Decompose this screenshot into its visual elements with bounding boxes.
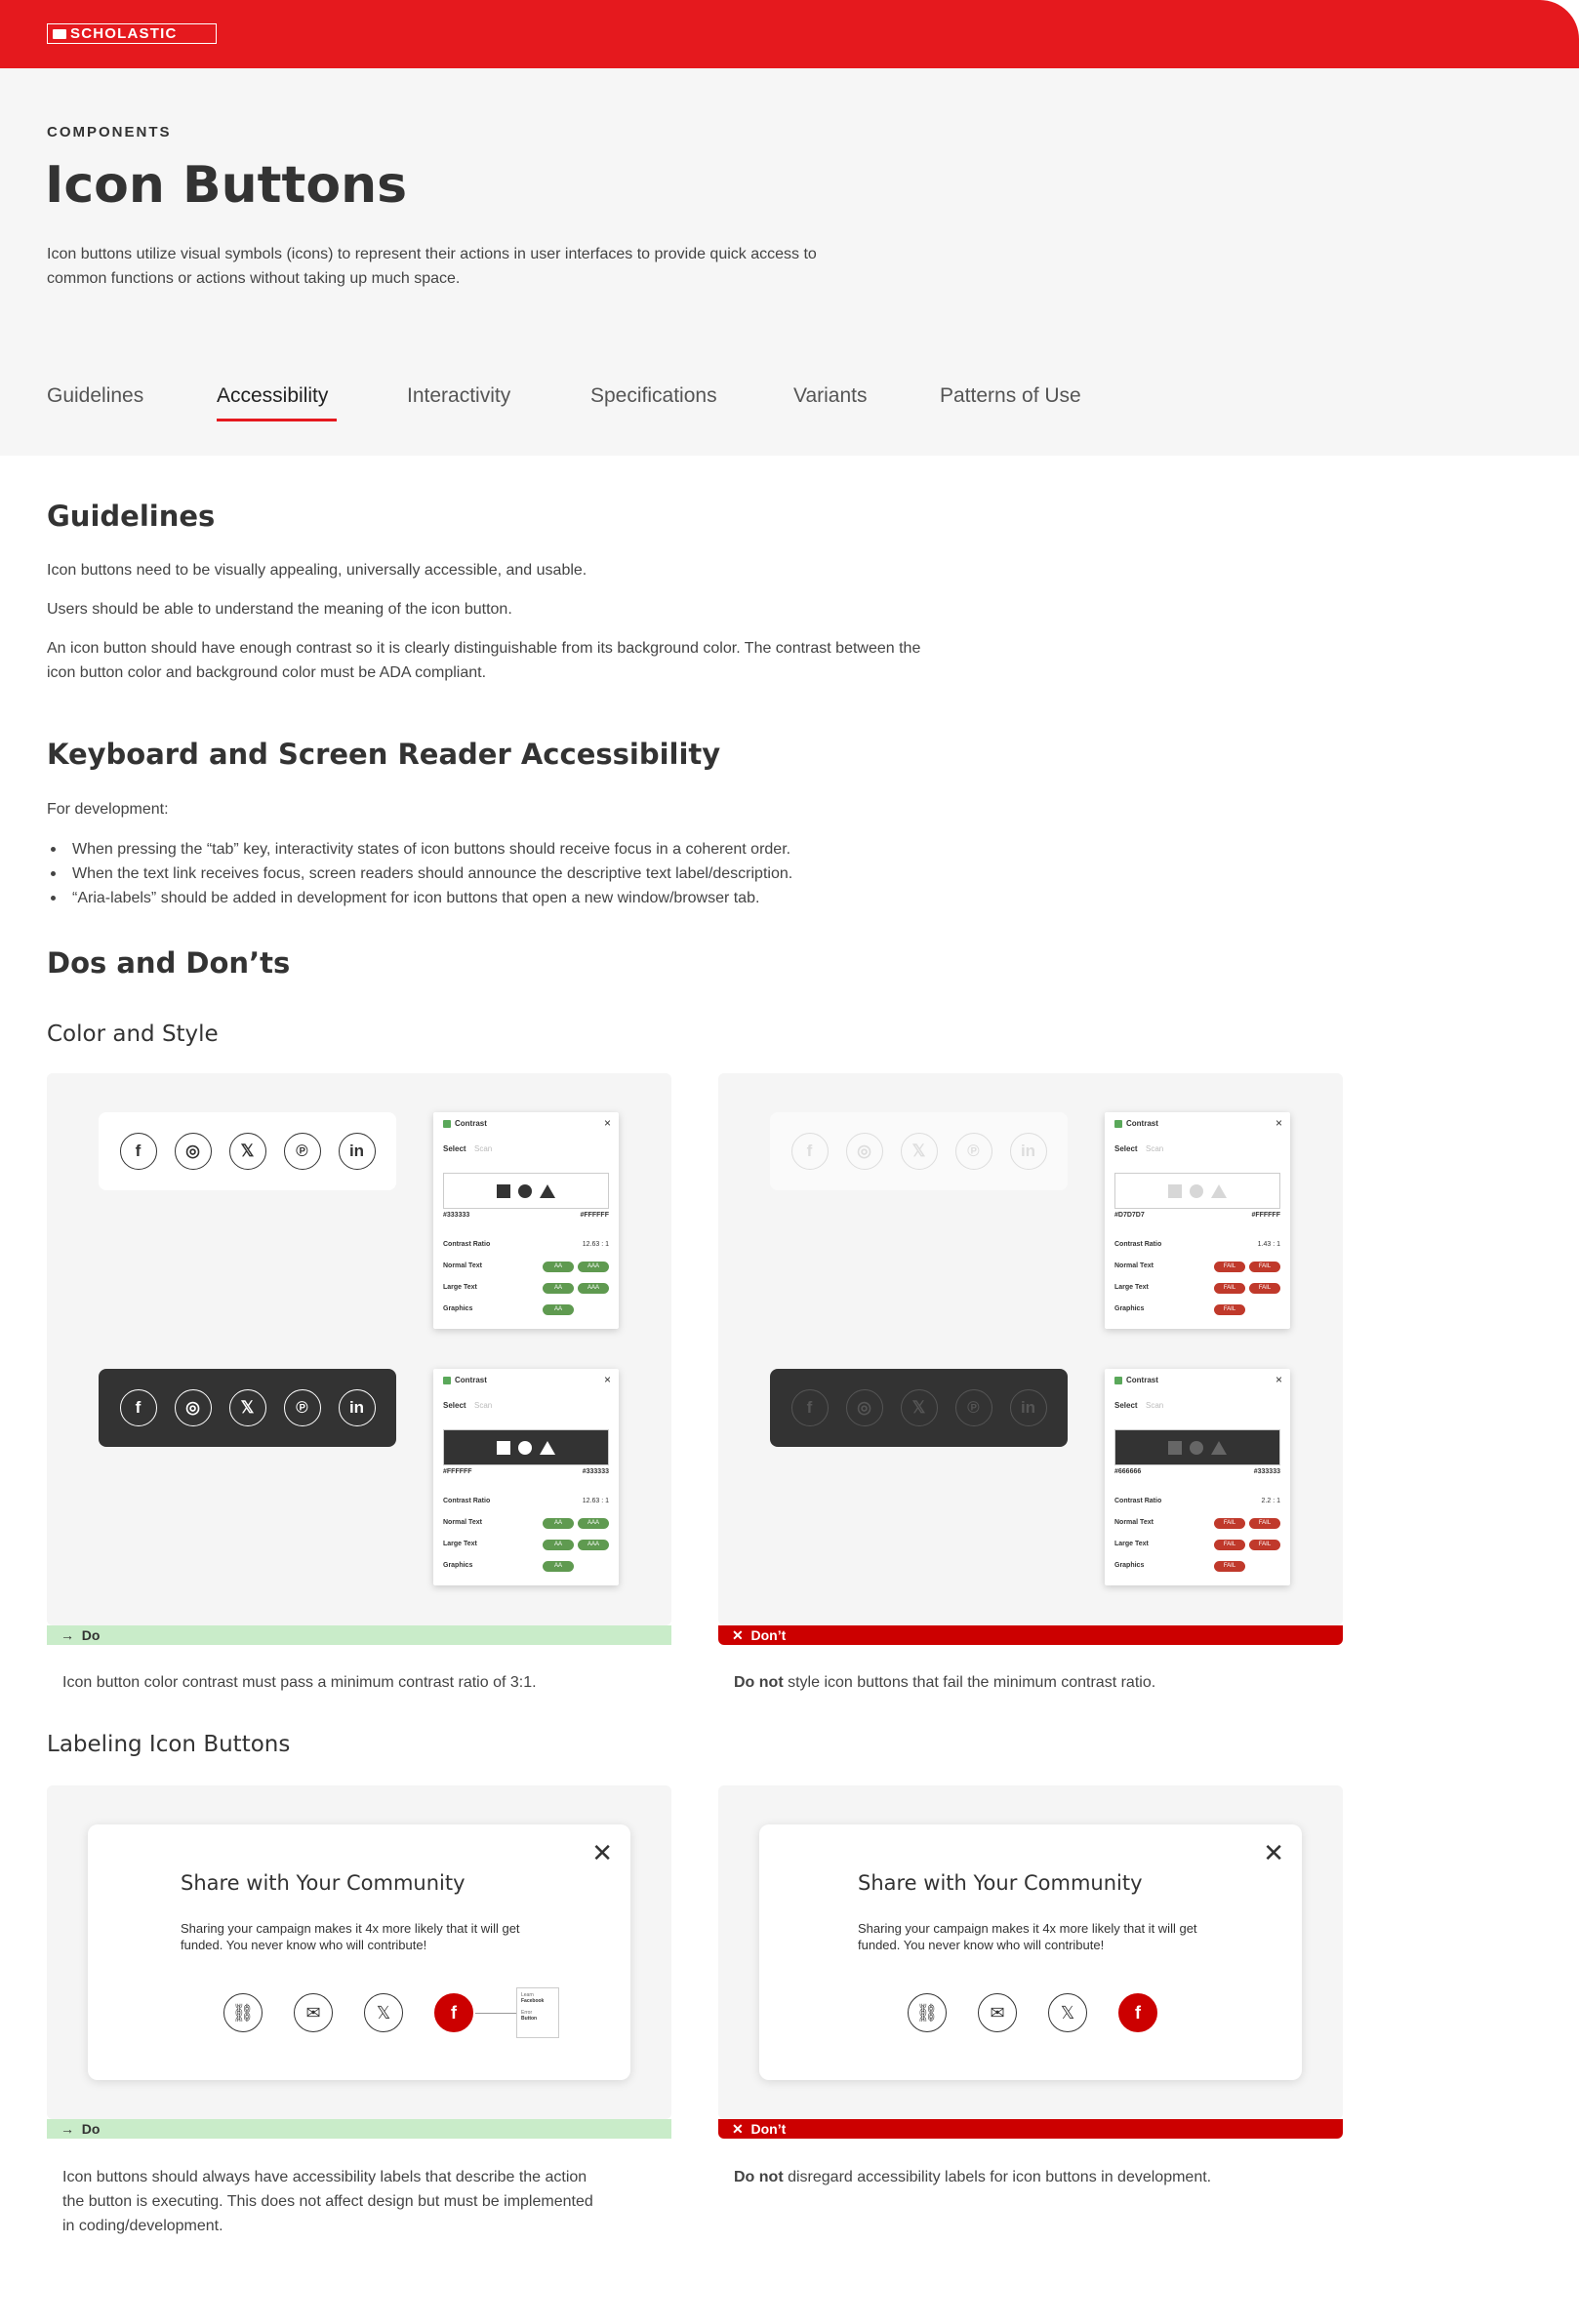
contrast-panel: Contrast × Select Scan #333333 #FFFFFF Contrast Ratio 12.63 : 1 Normal Text AA AAA Large Text AA AAA Graphics AA [433,1112,619,1329]
pinterest-icon[interactable]: ℗ [955,1389,992,1426]
contrast-preview [1114,1429,1280,1465]
guidelines-p2: Users should be able to understand the meaning of the icon button. [47,601,512,618]
top-bar [0,0,1579,68]
tab-interactivity[interactable]: Interactivity [407,384,511,407]
contrast-preview [1114,1173,1280,1209]
link-icon[interactable]: ⛓ [223,1993,263,2032]
modal-title: Share with Your Community [181,1871,466,1895]
modal-title: Share with Your Community [858,1871,1143,1895]
guidelines-p1: Icon buttons need to be visually appealing, universally accessible, and usable. [47,562,587,579]
mail-icon[interactable]: ✉ [294,1993,333,2032]
share-modal [759,1824,1302,2080]
list-item: When pressing the “tab” key, interactivity states of icon buttons should receive focus in a coherent order. [47,837,1023,861]
do-bar: → Do [47,1625,671,1645]
linkedin-icon[interactable]: in [339,1133,376,1170]
instagram-icon[interactable]: ◎ [175,1133,212,1170]
close-icon[interactable]: × [603,1116,611,1130]
instagram-icon[interactable]: ◎ [175,1389,212,1426]
close-icon[interactable]: ✕ [1263,1838,1284,1867]
linkedin-icon[interactable]: in [1010,1389,1047,1426]
x-icon[interactable]: 𝕏 [1048,1993,1087,2032]
color-dont-caption: Do not style icon buttons that fail the minimum contrast ratio. [734,1674,1156,1691]
book-icon [53,29,66,39]
label-dont-caption: Do not disregard accessibility labels for icon buttons in development. [734,2169,1212,2185]
contrast-panel: Contrast × Select Scan #FFFFFF #333333 Contrast Ratio 12.63 : 1 Normal Text AA AAA Large Text AA AAA Graphics AA [433,1369,619,1585]
tab-patterns-of-use[interactable]: Patterns of Use [940,384,1081,407]
x-icon[interactable]: 𝕏 [229,1389,266,1426]
active-tab-indicator [217,419,337,421]
contrast-preview [443,1173,609,1209]
contrast-panel: Contrast × Select Scan #D7D7D7 #FFFFFF Contrast Ratio 1.43 : 1 Normal Text FAIL FAIL Large Text FAIL FAIL Graphics FAIL [1105,1112,1290,1329]
pinterest-icon[interactable]: ℗ [284,1389,321,1426]
color-style-heading: Color and Style [47,1022,219,1047]
linkedin-icon[interactable]: in [339,1389,376,1426]
light-faint-icon-row [770,1112,1068,1190]
contrast-app-icon [1114,1377,1122,1384]
close-icon[interactable]: × [1275,1373,1282,1386]
arrow-right-icon: → [61,1627,74,1643]
page-title: Icon Buttons [45,156,408,215]
contrast-panel: Contrast × Select Scan #666666 #333333 Contrast Ratio 2.2 : 1 Normal Text FAIL FAIL Large Text FAIL FAIL Graphics FAIL [1105,1369,1290,1585]
scholastic-logo[interactable]: SCHOLASTIC [47,23,217,44]
eyebrow: COMPONENTS [47,124,172,140]
dark-icon-row [99,1369,396,1447]
facebook-icon[interactable]: f [120,1389,157,1426]
contrast-preview [443,1429,609,1465]
x-icon[interactable]: 𝕏 [901,1133,938,1170]
keyboard-heading: Keyboard and Screen Reader Accessibility [47,738,721,771]
keyboard-bullets [47,837,1023,910]
pinterest-icon[interactable]: ℗ [284,1133,321,1170]
label-do-caption: Icon buttons should always have accessibility labels that describe the action the button is executing. This does not affect design but must be implemented in coding/development. [62,2169,593,2234]
mail-icon[interactable]: ✉ [978,1993,1017,2032]
close-icon[interactable]: × [603,1373,611,1386]
close-x-icon: ✕ [732,1627,744,1643]
x-icon[interactable]: 𝕏 [229,1133,266,1170]
do-bar: → Do [47,2119,671,2139]
share-modal [88,1824,630,2080]
pinterest-icon[interactable]: ℗ [955,1133,992,1170]
tab-variants[interactable]: Variants [793,384,868,407]
dark-faint-icon-row [770,1369,1068,1447]
x-icon[interactable]: 𝕏 [901,1389,938,1426]
page-description: Icon buttons utilize visual symbols (icons) to represent their actions in user interfaces to provide quick access to common functions or actions without taking up much space. [47,246,817,287]
dont-bar: ✕ Don’t [718,1625,1343,1645]
contrast-app-icon [443,1120,451,1128]
guidelines-p3: An icon button should have enough contrast so it is clearly distinguishable from its background color. The contrast between the icon button color and background color must be ADA compliant. [47,640,921,681]
dos-donts-heading: Dos and Don’ts [47,946,291,980]
labeling-heading: Labeling Icon Buttons [47,1732,291,1757]
arrow-right-icon: → [61,2121,74,2137]
contrast-app-icon [1114,1120,1122,1128]
close-icon[interactable]: × [1275,1116,1282,1130]
callout-line [475,2013,516,2014]
color-do-caption: Icon button color contrast must pass a minimum contrast ratio of 3:1. [62,1674,537,1691]
facebook-icon[interactable]: f [1118,1993,1157,2032]
aria-label-callout: Learn Facebook Error Button [516,1987,559,2038]
close-icon[interactable]: ✕ [591,1838,613,1867]
x-icon[interactable]: 𝕏 [364,1993,403,2032]
tab-accessibility[interactable]: Accessibility [217,384,329,407]
instagram-icon[interactable]: ◎ [846,1133,883,1170]
list-item: When the text link receives focus, screen readers should announce the descriptive text label/description. [47,861,1023,886]
linkedin-icon[interactable]: in [1010,1133,1047,1170]
light-icon-row [99,1112,396,1190]
contrast-app-icon [443,1377,451,1384]
guidelines-heading: Guidelines [47,500,216,533]
facebook-icon[interactable]: f [434,1993,473,2032]
facebook-icon[interactable]: f [791,1133,829,1170]
list-item: “Aria-labels” should be added in development for icon buttons that open a new window/browser tab. [47,886,1023,910]
instagram-icon[interactable]: ◎ [846,1389,883,1426]
tab-guidelines[interactable]: Guidelines [47,384,144,407]
tab-specifications[interactable]: Specifications [590,384,717,407]
close-x-icon: ✕ [732,2121,744,2137]
modal-body: Sharing your campaign makes it 4x more likely that it will get funded. You never know who will contribute! [858,1921,1197,1952]
dont-bar: ✕ Don’t [718,2119,1343,2139]
facebook-icon[interactable]: f [120,1133,157,1170]
link-icon[interactable]: ⛓ [908,1993,947,2032]
modal-body: Sharing your campaign makes it 4x more likely that it will get funded. You never know who will contribute! [181,1921,520,1952]
facebook-icon[interactable]: f [791,1389,829,1426]
keyboard-intro: For development: [47,801,169,818]
